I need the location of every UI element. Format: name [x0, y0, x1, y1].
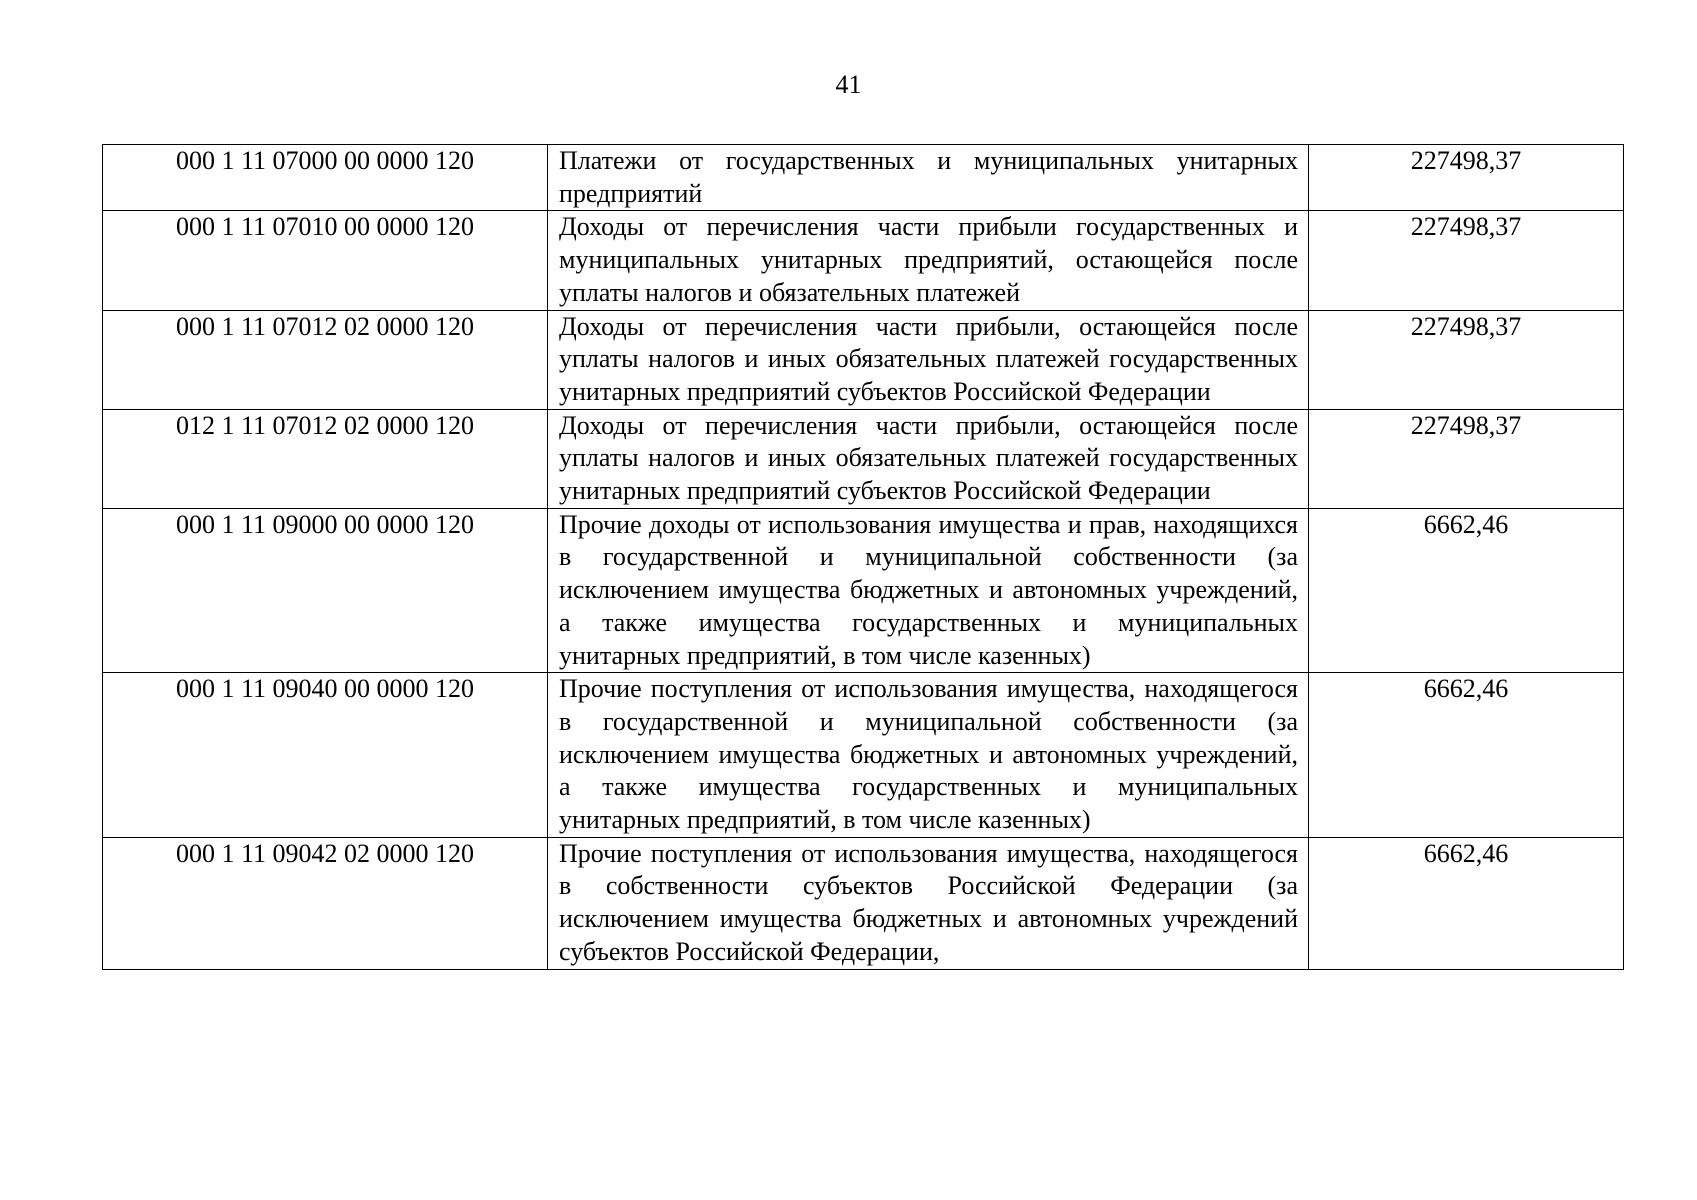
amount-cell [1309, 409, 1624, 508]
revenue-name-cell [548, 837, 1309, 969]
revenue-name: Прочие поступления от использования имущества, находящегося в собственности субъектов Российской Федерации (за исключением имущества бюджетных и автономных учреждений субъектов Российской Федерации, [559, 838, 1298, 966]
amount-cell [1309, 145, 1624, 211]
budget-code-cell [103, 211, 548, 310]
amount-cell [1309, 211, 1624, 310]
amount: 227498,37 [1410, 146, 1522, 175]
table-row [103, 673, 1624, 838]
revenue-name-cell [548, 673, 1309, 838]
amount-cell [1309, 673, 1624, 838]
budget-code: 000 1 11 07010 00 0000 120 [175, 212, 475, 242]
revenue-name: Прочие доходы от использования имущества и прав, находящихся в государственной и муниципальной собственности (за исключением имущества бюджетных и автономных учреждений, а также имущества государственных и муниципальных унитарных предприятий, в том числе казенных) [559, 509, 1298, 670]
budget-code: 000 1 11 07000 00 0000 120 [175, 146, 475, 175]
budget-code-cell [103, 673, 548, 838]
table-row [103, 310, 1624, 409]
amount: 227498,37 [1410, 410, 1522, 440]
revenue-name-cell [548, 310, 1309, 409]
budget-code: 000 1 11 07012 02 0000 120 [175, 311, 475, 341]
revenue-name: Доходы от перечисления части прибыли, остающейся после уплаты налогов и иных обязательных платежей государственных унитарных предприятий субъектов Российской Федерации [559, 410, 1298, 506]
budget-code-cell [103, 508, 548, 673]
amount: 6662,46 [1423, 509, 1509, 539]
revenue-name: Платежи от государственных и муниципальных унитарных предприятий [559, 146, 1298, 208]
budget-code: 000 1 11 09040 00 0000 120 [175, 674, 475, 704]
budget-code-cell [103, 837, 548, 969]
revenue-name: Прочие поступления от использования имущества, находящегося в государственной и муниципальной собственности (за исключением имущества бюджетных и автономных учреждений, а также имущества государственных и муниципальных унитарных предприятий, в том числе казенных) [559, 674, 1298, 835]
budget-code: 012 1 11 07012 02 0000 120 [175, 410, 475, 440]
table-row [103, 211, 1624, 310]
budget-code-cell [103, 409, 548, 508]
amount: 6662,46 [1423, 838, 1509, 868]
budget-code: 000 1 11 09042 02 0000 120 [175, 838, 475, 868]
budget-code-cell [103, 145, 548, 211]
budget-code-cell [103, 310, 548, 409]
amount: 227498,37 [1410, 311, 1522, 341]
table-row [103, 837, 1624, 969]
page-number: 41 [835, 70, 862, 99]
amount: 6662,46 [1423, 674, 1509, 704]
amount-cell [1309, 310, 1624, 409]
table-row [103, 508, 1624, 673]
amount-cell [1309, 508, 1624, 673]
revenue-name-cell [548, 409, 1309, 508]
amount-cell [1309, 837, 1624, 969]
revenue-name: Доходы от перечисления части прибыли, остающейся после уплаты налогов и иных обязательных платежей государственных унитарных предприятий субъектов Российской Федерации [559, 311, 1298, 406]
table-row [103, 409, 1624, 508]
amount: 227498,37 [1410, 212, 1522, 242]
revenue-name: Доходы от перечисления части прибыли государственных и муниципальных унитарных предприятий, остающейся после уплаты налогов и обязательных платежей [559, 212, 1298, 307]
budget-code: 000 1 11 09000 00 0000 120 [175, 509, 475, 539]
revenue-name-cell [548, 145, 1309, 211]
table-row [103, 145, 1624, 211]
revenue-table [102, 144, 1624, 970]
revenue-name-cell [548, 211, 1309, 310]
revenue-name-cell [548, 508, 1309, 673]
